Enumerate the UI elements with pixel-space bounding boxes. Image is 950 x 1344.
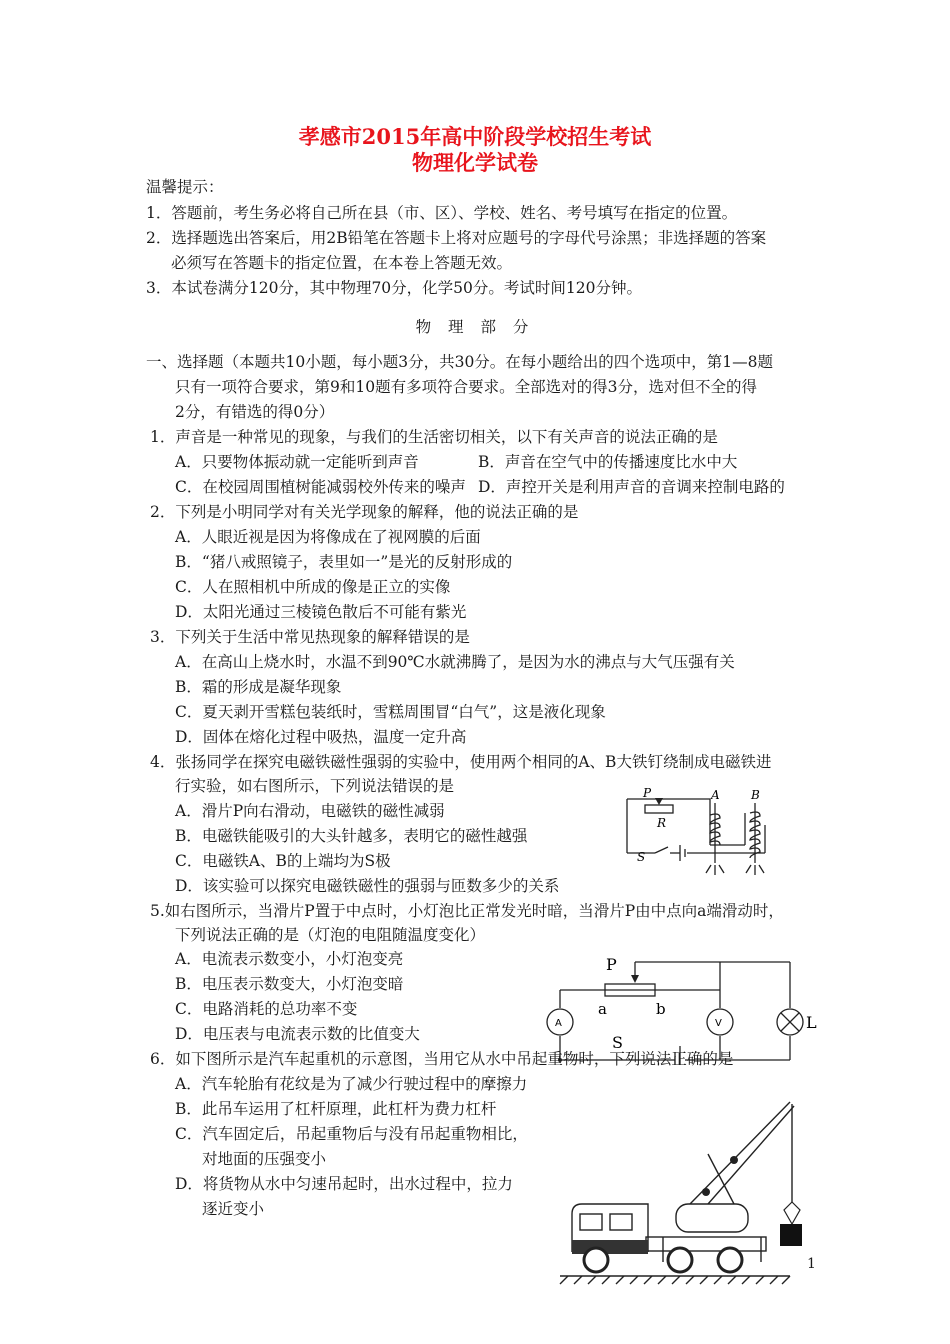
exam-subtitle: 物理化学试卷 bbox=[412, 150, 538, 175]
q5-option-b: B．电压表示数变大，小灯泡变暗 bbox=[175, 975, 404, 993]
tips-label: 温馨提示： bbox=[146, 178, 224, 196]
ammeter-icon: A bbox=[555, 1018, 562, 1029]
q3-stem: 3．下列关于生活中常见热现象的解释错误的是 bbox=[150, 628, 470, 646]
q5-label-b: b bbox=[656, 1000, 666, 1018]
q5-option-d: D．电压表与电流表示数的比值变大 bbox=[175, 1025, 420, 1043]
q5-option-c: C．电路消耗的总功率不变 bbox=[175, 1000, 358, 1018]
q4-label-r: R bbox=[657, 816, 667, 830]
q2-stem: 2．下列是小明同学对有关光学现象的解释，他的说法正确的是 bbox=[150, 503, 579, 521]
truck-chassis bbox=[572, 1240, 648, 1254]
q2-option-a: A．人眼近视是因为将像成在了视网膜的后面 bbox=[175, 528, 481, 546]
q4-label-s: S bbox=[637, 850, 646, 864]
q5-label-a: a bbox=[598, 1000, 607, 1018]
tip-item: 3．本试卷满分120分，其中物理70分，化学50分。考试时间120分钟。 bbox=[146, 279, 642, 297]
cargo-weight bbox=[780, 1224, 802, 1246]
q1-option-c: C．在校园周围植树能减弱校外传来的噪声 bbox=[175, 478, 466, 496]
part-heading: 一、选择题（本题共10小题，每小题3分，共30分。在每小题给出的四个选项中，第1—8题 bbox=[146, 353, 774, 371]
q4-option-c: C．电磁铁A、B的上端均为S极 bbox=[175, 852, 391, 870]
crane-truck-figure bbox=[558, 1092, 808, 1290]
part-heading: 2分，有错选的得0分） bbox=[175, 403, 335, 421]
q1-option-b: B．声音在空气中的传播速度比水中大 bbox=[478, 453, 738, 471]
q6-option-c: C．汽车固定后，吊起重物后与没有吊起重物相比， bbox=[175, 1125, 528, 1143]
q6-option-c-cont: 对地面的压强变小 bbox=[202, 1150, 327, 1168]
q2-option-d: D．太阳光通过三棱镜色散后不可能有紫光 bbox=[175, 603, 467, 621]
q4-option-a: A．滑片P向右滑动，电磁铁的磁性减弱 bbox=[175, 802, 445, 820]
q6-option-d: D．将货物从水中匀速吊起时，出水过程中，拉力 bbox=[175, 1175, 513, 1193]
q5-circuit-figure bbox=[540, 950, 820, 1065]
q6-stem: 6．如下图所示是汽车起重机的示意图，当用它从水中吊起重物时，下列说法正确的是 bbox=[150, 1050, 734, 1068]
page-number: 1 bbox=[807, 1256, 816, 1272]
tip-item: 2．选择题选出答案后，用2B铅笔在答题卡上将对应题号的字母代号涂黑；非选择题的答案 bbox=[146, 229, 767, 247]
wheel-icon bbox=[584, 1248, 608, 1272]
q6-option-b: B．此吊车运用了杠杆原理，此杠杆为费力杠杆 bbox=[175, 1100, 497, 1118]
q4-label-b: B bbox=[751, 788, 760, 802]
q4-electromagnet-figure bbox=[615, 785, 790, 895]
wheel-icon bbox=[718, 1248, 742, 1272]
q1-option-a: A．只要物体振动就一定能听到声音 bbox=[175, 453, 419, 471]
q5-label-l: L bbox=[806, 1013, 817, 1032]
q1-option-d: D．声控开关是利用声音的音调来控制电路的 bbox=[478, 478, 785, 496]
q5-stem: 下列说法正确的是（灯泡的电阻随温度变化） bbox=[175, 926, 486, 944]
slider-arrow-icon bbox=[655, 798, 663, 805]
tip-item: 必须写在答题卡的指定位置，在本卷上答题无效。 bbox=[171, 254, 513, 272]
q5-option-a: A．电流表示数变小，小灯泡变亮 bbox=[175, 950, 404, 968]
q5-label-s: S bbox=[612, 1033, 623, 1052]
q6-option-a: A．汽车轮胎有花纹是为了减少行驶过程中的摩擦力 bbox=[175, 1075, 528, 1093]
q4-stem: 行实验，如右图所示，下列说法错误的是 bbox=[175, 777, 455, 795]
q3-option-b: B．霜的形成是凝华现象 bbox=[175, 678, 342, 696]
q4-label-p: P bbox=[643, 786, 652, 800]
section-title: 物 理 部 分 bbox=[415, 318, 535, 336]
q4-label-a: A bbox=[711, 788, 720, 802]
q3-option-a: A．在高山上烧水时，水温不到90℃水就沸腾了，是因为水的沸点与大气压强有关 bbox=[175, 653, 735, 671]
slider-arrow-icon bbox=[631, 975, 639, 983]
q6-option-d-cont: 逐近变小 bbox=[202, 1200, 265, 1218]
wheel-icon bbox=[668, 1248, 692, 1272]
q3-option-c: C．夏天剥开雪糕包装纸时，雪糕周围冒“白气”，这是液化现象 bbox=[175, 703, 606, 721]
q4-option-d: D．该实验可以探究电磁铁磁性的强弱与匝数多少的关系 bbox=[175, 877, 560, 895]
q3-option-d: D．固体在熔化过程中吸热，温度一定升高 bbox=[175, 728, 467, 746]
q5-stem: 5.如右图所示，当滑片P置于中点时，小灯泡比正常发光时暗，当滑片P由中点向a端滑动时， bbox=[150, 902, 784, 920]
tip-item: 1．答题前，考生务必将自己所在县（市、区）、学校、姓名、考号填写在指定的位置。 bbox=[146, 204, 738, 222]
part-heading: 只有一项符合要求，第9和10题有多项符合要求。全部选对的得3分，选对但不全的得 bbox=[175, 378, 757, 396]
voltmeter-icon: V bbox=[715, 1018, 722, 1029]
q4-option-b: B．电磁铁能吸引的大头针越多，表明它的磁性越强 bbox=[175, 827, 528, 845]
q2-option-c: C．人在照相机中所成的像是正立的实像 bbox=[175, 578, 451, 596]
q2-option-b: B．“猪八戒照镜子，表里如一”是光的反射形成的 bbox=[175, 553, 513, 571]
q4-stem: 4．张扬同学在探究电磁铁磁性强弱的实验中，使用两个相同的A、B大铁钉绕制成电磁铁进 bbox=[150, 753, 772, 771]
q1-stem: 1．声音是一种常见的现象，与我们的生活密切相关，以下有关声音的说法正确的是 bbox=[150, 428, 718, 446]
exam-title: 孝感市2015年高中阶段学校招生考试 bbox=[298, 124, 652, 149]
q5-label-p: P bbox=[606, 955, 617, 974]
